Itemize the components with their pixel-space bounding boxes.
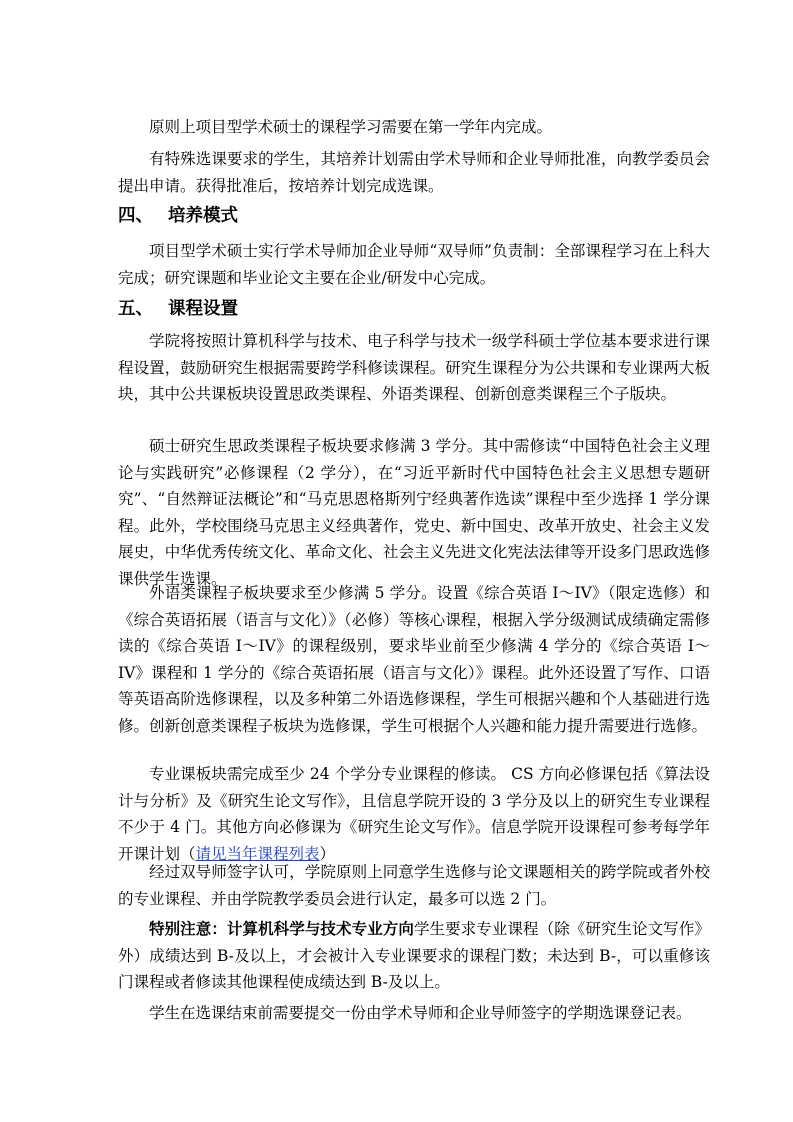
paragraph-political-courses: 硕士研究生思政类课程子板块要求修满 3 学分。其中需修读“中国特色社会主义理论与实践研究”必修课程（2 学分），在“习近平新时代中国特色社会主义思想专题研究”、“自然辩证法概论”和“马克思恩格斯列宁经典著作选读”课程中至少选择 1 学分课程。此外，学校围绕马克思主义经典著作，党史、新中国史、改革开放史、社会主义发展史，中华优秀传统文化、革命文化、社会主义先进文化宪法法律等开设多门思政选修课供学生选课。	[118, 437, 710, 588]
section-title: 培养模式	[168, 206, 238, 226]
paragraph-course-timing: 原则上项目型学术硕士的课程学习需要在第一学年内完成。	[149, 118, 553, 136]
paragraph-language-courses: 外语类课程子板块要求至少修满 5 学分。设置《综合英语 I～IV》（限定选修）和《综合英语拓展（语言与文化）》（必修）等核心课程，根据入学分级测试成绩确定需修读的《综合英语 I～IV》的课程级别，要求毕业前至少修满 4 学分的《综合英语 I～IV》课程和 1 学分的《综合英语拓展（语言与文化）》课程。此外还设置了写作、口语等英语高阶选修课程，以及多种第二外语选修课程，学生可根据兴趣和个人基础进行选修。创新创意类课程子板块为选修课，学生可根据个人兴趣和能力提升需要进行选修。	[118, 584, 710, 735]
section-number: 五、	[118, 299, 153, 319]
paragraph-special-notice	[118, 916, 710, 996]
paragraph-special-requirements: 有特殊选课要求的学生，其培养计划需由学术导师和企业导师批准，向教学委员会提出申请。获得批准后，按培养计划完成选课。	[118, 150, 710, 195]
course-list-link[interactable]: 请见当年课程列表	[195, 844, 320, 863]
section-title: 课程设置	[168, 299, 238, 319]
professional-courses-text: 专业课板块需完成至少 24 个学分专业课程的修读。 CS 方向必修课包括《算法设计与分析》及《研究生论文写作》，且信息学院开设的 3 学分及以上的研究生专业课程不少于 4 门。其他方向必修课为《研究生论文写作》。信息学院开设课程可参考每学年开课计划（	[118, 765, 710, 863]
paragraph-professional-courses	[118, 761, 710, 867]
paragraph-registration-form: 学生在选课结束前需要提交一份由学术导师和企业导师签字的学期选课登记表。	[149, 1004, 692, 1022]
special-notice-label: 特别注意：计算机科学与技术专业方向	[149, 920, 414, 938]
paragraph-course-structure: 学院将按照计算机科学与技术、电子科学与技术一级学科硕士学位基本要求进行课程设置，鼓励研究生根据需要跨学科修读课程。研究生课程分为公共课和专业课两大板块，其中公共课板块设置思政类课程、外语类课程、创新创意类课程三个子版块。	[118, 332, 710, 403]
section-heading-course-setup	[118, 296, 238, 322]
paragraph-cross-school-courses: 经过双导师签字认可，学院原则上同意学生选修与论文课题相关的跨学院或者外校的专业课程、并由学院教学委员会进行认定，最多可以选 2 门。	[118, 863, 710, 908]
section-number: 四、	[118, 206, 153, 226]
special-notice-text: 学生要求专业课程（除《研究生论文写作》外）成绩达到 B-及以上，才会被计入专业课要求的课程门数；未达到 B-，可以重修该门课程或者修读其他课程使成绩达到 B-及以上。	[118, 920, 710, 991]
paragraph-dual-advisor: 项目型学术硕士实行学术导师加企业导师“双导师”负责制：全部课程学习在上科大完成；研究课题和毕业论文主要在企业/研发中心完成。	[118, 242, 710, 287]
professional-courses-end: ）	[319, 844, 336, 863]
section-heading-training-mode	[118, 203, 238, 229]
